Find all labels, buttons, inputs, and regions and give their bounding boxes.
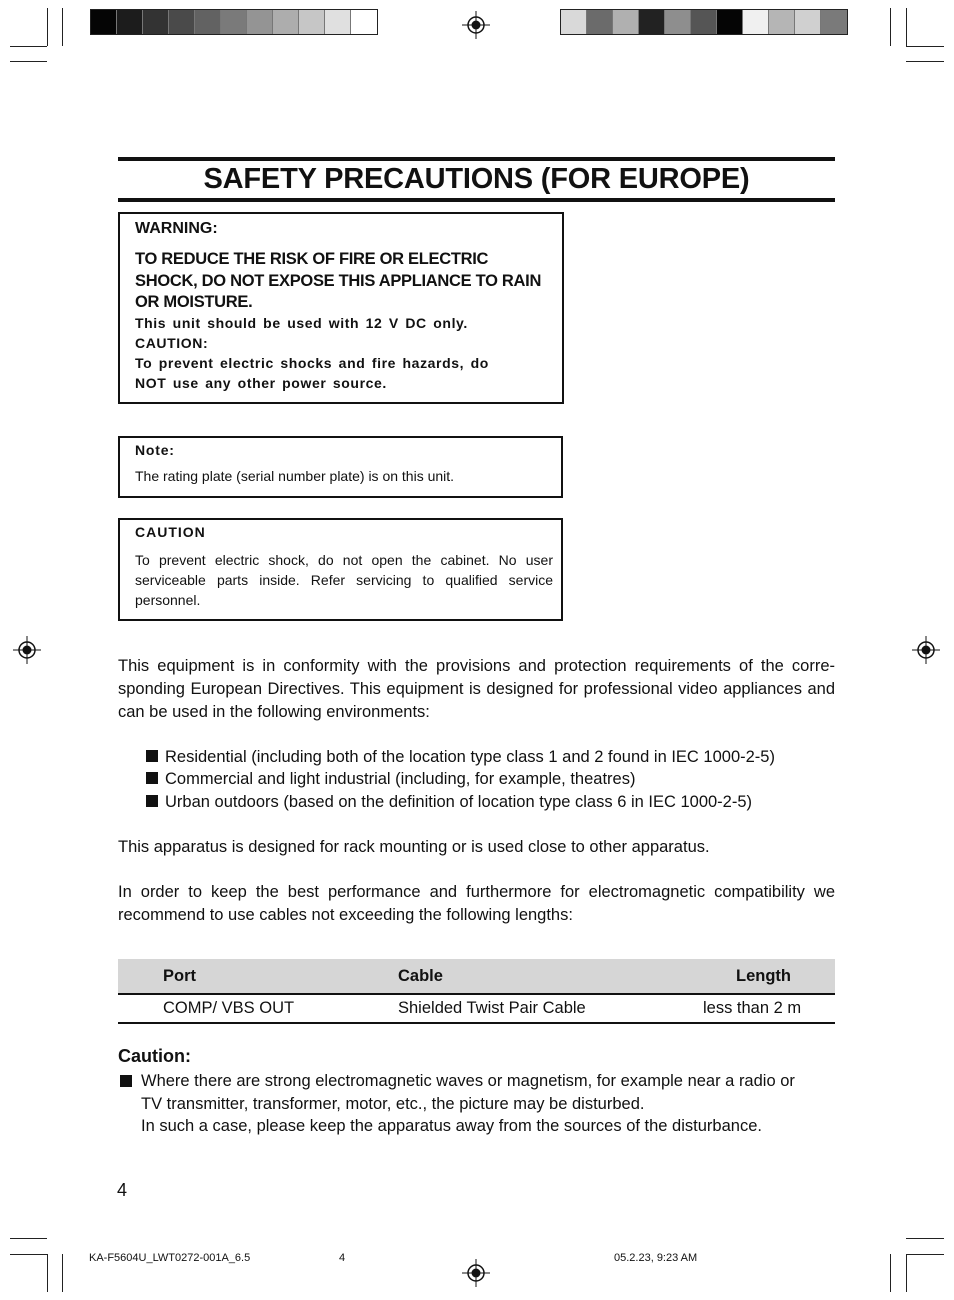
- table-cell-length: less than 2 m: [703, 999, 802, 1017]
- warning-caution-line-2: NOT use any other power source.: [135, 375, 387, 391]
- color-swatch: [717, 10, 743, 34]
- caution-line-1: Where there are strong electromagnetic waves or magnetism, for example near a radio or: [141, 1072, 795, 1090]
- color-bar-right: [560, 9, 848, 35]
- page-number: 4: [117, 1180, 128, 1200]
- table-header-length: Length: [736, 967, 791, 985]
- caution-line-3: In such a case, please keep the apparatus away from the sources of the disturbance.: [141, 1117, 762, 1135]
- bullet-square-icon: [146, 795, 158, 807]
- title-rule-bottom: [118, 198, 835, 202]
- color-swatch: [795, 10, 821, 34]
- color-swatch: [613, 10, 639, 34]
- page-title: SAFETY PRECAUTIONS (FOR EUROPE): [203, 163, 750, 195]
- warning-caution-label: CAUTION:: [135, 335, 209, 351]
- color-swatch: [821, 10, 847, 34]
- bullet-square-icon: [146, 750, 158, 762]
- table-cell-port: COMP/ VBS OUT: [163, 999, 295, 1017]
- table-cell-cable: Shielded Twist Pair Cable: [398, 999, 586, 1017]
- caution-section-title: Caution:: [118, 1046, 191, 1066]
- footer-page: 4: [339, 1252, 346, 1264]
- conformity-paragraph: This equipment is in conformity with the provisions and protection requirements of the corre-sponding European Directives. This equipment is designed for professional video appliances and can be used in the following environments:: [118, 657, 835, 721]
- color-swatch: [325, 10, 351, 34]
- color-swatch: [561, 10, 587, 34]
- registration-mark-icon: [462, 11, 490, 39]
- color-swatch: [691, 10, 717, 34]
- color-swatch: [91, 10, 117, 34]
- color-swatch: [247, 10, 273, 34]
- table-header-background: [118, 959, 835, 993]
- note-heading: Note:: [135, 442, 175, 458]
- registration-mark-icon: [462, 1259, 490, 1287]
- bullet-square-icon: [146, 772, 158, 784]
- note-box: [118, 436, 563, 498]
- rack-paragraph: This apparatus is designed for rack mounting or is used close to other apparatus.: [118, 838, 710, 856]
- table-header-cable: Cable: [398, 967, 443, 985]
- color-swatch: [639, 10, 665, 34]
- footer-timestamp: 05.2.23, 9:23 AM: [614, 1252, 698, 1264]
- color-swatch: [587, 10, 613, 34]
- note-text: The rating plate (serial number plate) is on this unit.: [135, 468, 455, 484]
- color-swatch: [665, 10, 691, 34]
- color-swatch: [221, 10, 247, 34]
- environment-item: Commercial and light industrial (including, for example, theatres): [146, 768, 635, 790]
- color-swatch: [351, 10, 377, 34]
- color-swatch: [169, 10, 195, 34]
- warning-12v-line: This unit should be used with 12 V DC only.: [135, 315, 468, 331]
- caution-box-text: To prevent electric shock, do not open the cabinet. No user serviceable parts inside. Refer servicing to qualified service personnel.: [135, 552, 553, 608]
- color-swatch: [117, 10, 143, 34]
- color-swatch: [195, 10, 221, 34]
- color-bar-left: [90, 9, 378, 35]
- color-swatch: [769, 10, 795, 34]
- color-swatch: [273, 10, 299, 34]
- cable-paragraph: In order to keep the best performance and furthermore for electromagnetic compatibility we recommend to use cables not exceeding the following lengths:: [118, 883, 835, 924]
- environment-item: Urban outdoors (based on the definition of location type class 6 in IEC 1000-2-5): [146, 791, 752, 813]
- footer-file-name: KA-F5604U_LWT0272-001A_6.5: [89, 1252, 251, 1264]
- bullet-square-icon: [120, 1075, 132, 1087]
- environment-item: Residential (including both of the location type class 1 and 2 found in IEC 1000-2-5): [146, 746, 775, 768]
- table-header-port: Port: [163, 967, 196, 985]
- caution-line-2: TV transmitter, transformer, motor, etc., the picture may be disturbed.: [141, 1094, 645, 1113]
- color-swatch: [143, 10, 169, 34]
- warning-caution-line-1: To prevent electric shocks and fire hazards, do: [135, 355, 489, 371]
- registration-mark-icon: [912, 636, 940, 664]
- table-rule: [118, 1022, 835, 1024]
- registration-mark-icon: [13, 636, 41, 664]
- color-swatch: [743, 10, 769, 34]
- table-rule: [118, 993, 835, 995]
- warning-main-text: TO REDUCE THE RISK OF FIRE OR ELECTRIC SHOCK, DO NOT EXPOSE THIS APPLIANCE TO RAIN OR MOISTURE.: [135, 250, 542, 311]
- color-swatch: [299, 10, 325, 34]
- warning-heading: WARNING:: [135, 220, 218, 237]
- caution-box-heading: CAUTION: [135, 524, 206, 540]
